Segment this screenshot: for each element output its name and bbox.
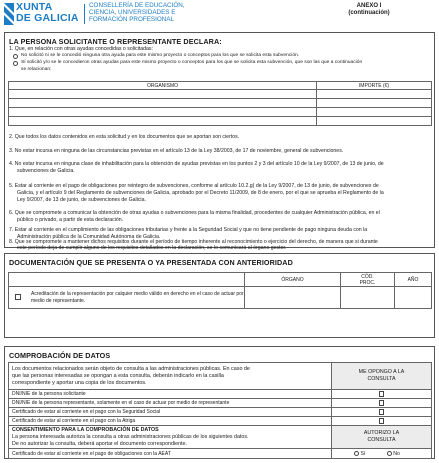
department-name: CONSELLERÍA DE EDUCACIÓN, CIENCIA, UNIVERSIDADES E FORMACIÓN PROFESIONAL	[89, 2, 185, 23]
oppose-dni-representative-checkbox[interactable]	[379, 400, 385, 406]
amount-cell[interactable]	[317, 99, 432, 108]
oppose-check-cell	[332, 417, 432, 426]
documentation-title: DOCUMENTACIÓN QUE SE PRESENTA O YA PRESENTADA CON ANTERIORIDAD	[9, 258, 293, 267]
declaration-item-7: 7. Estar al corriente en el cumplimiento de las obligaciones tributarias y frente a la Seguridad Social y que no tiene pendiente de pago ninguna deuda con la	[9, 227, 368, 233]
check-row-label: DNI/NIE de la persona solicitante	[9, 390, 332, 399]
amount-column-header: IMPORTE (€)	[317, 82, 432, 90]
amount-cell[interactable]	[317, 90, 432, 99]
oppose-column-header: ME OPONGO A LA CONSULTA	[332, 363, 432, 390]
check-row-label: Certificado de estar al corriente en el pago con la Seguridad Social	[9, 408, 332, 417]
organism-column-header: ORGANISMO	[9, 82, 317, 90]
aeat-no-label: No	[393, 451, 400, 458]
xunta-emblem-icon	[4, 3, 14, 25]
declaration-item-4-cont: subvenciones de Galicia.	[17, 168, 75, 174]
verification-intro: Los documentos relacionados serán objeto de consulta a las administraciones públicas. En caso de que las personas interesadas se opongan a esta consulta, deberán indicarlo en la casilla correspondiente y aportar una copia de los documentos.	[9, 363, 332, 390]
check-row-label: DNI/NIE de la persona representante, solamente en el caso de actuar por medio de representante	[9, 399, 332, 408]
declaration-item-6-cont: público o privado, a partir de esta declaración.	[17, 217, 124, 223]
declaration-item-5-cont2: Ley 9/2007, de 13 de junio, de subvenciones de Galicia.	[17, 197, 146, 203]
organism-cell[interactable]	[9, 117, 317, 126]
declaration-item-8: 8. Que se compromete a mantener dichos requisitos durante el período de tiempo inherente al reconocimiento o ejercicio del derecho, de manera que si durante	[9, 239, 378, 245]
declaration-item-5-cont: Galicia, y el artículo 9 del Reglamento de subvenciones de Galicia, aprobado por el Decreto 11/2009, de 8 de enero, por el que se aprueba el Reglamento de la	[17, 190, 384, 196]
declaration-item-8-cont: este período deja de cumplir alguno de los requisitos detallados en la declaración, se lo comunicará al órgano gestor.	[17, 245, 287, 251]
oppose-check-cell	[332, 390, 432, 399]
aeat-row-label: Certificado de estar al corriente en el pago de obligaciones con la AEAT	[9, 449, 332, 459]
page-header	[4, 2, 435, 28]
oppose-social-security-checkbox[interactable]	[379, 409, 385, 415]
code-column-header: CÓD. PROC.	[341, 273, 395, 287]
oppose-dni-applicant-checkbox[interactable]	[379, 391, 385, 397]
other-aid-label-cont: se relacionan:	[21, 67, 52, 72]
declaration-item-2: 2. Que todos los datos contenidos en esta solicitud y en los documentos que se aportan son ciertos.	[9, 134, 240, 140]
aeat-yes-radio[interactable]	[354, 451, 359, 456]
consent-intro: CONSENTIMIENTO PARA LA COMPROBACIÓN DE DATOS La persona interesada autoriza la consulta a otras administraciones públicas de los siguientes datos. De no autorizar la consulta, deberá aportar el documento correspondiente.	[9, 426, 332, 449]
verification-title: COMPROBACIÓN DE DATOS	[9, 351, 111, 360]
representation-document-cell: Acreditación de la representación por calquier medio válido en derecho en el caso de actuar por medio de representante.	[9, 287, 245, 309]
document-column	[9, 273, 245, 287]
organ-cell[interactable]	[245, 287, 341, 309]
aeat-choice-cell	[332, 449, 432, 459]
oppose-check-cell	[332, 408, 432, 417]
no-other-aid-label: No solicitó ni se le concedió ninguna otra ayuda para este mismo proyecto o conceptos para los que se solicita esta subvención.	[21, 53, 300, 58]
documentation-table	[8, 272, 432, 309]
organ-column-header: ÓRGANO	[245, 273, 341, 287]
oppose-check-cell	[332, 399, 432, 408]
amount-cell[interactable]	[317, 108, 432, 117]
annex-label: ANEXO I (continuación)	[348, 3, 390, 16]
other-aid-radio[interactable]	[13, 61, 18, 66]
amount-cell[interactable]	[317, 117, 432, 126]
representation-checkbox[interactable]	[15, 294, 21, 300]
declaration-item-4: 4. No estar incursa en ninguna clase de inhabilitación para la obtención de ayudas previstas en los puntos 2 y 3 del artículo 10 de la Ley 9/2007, de 13 de junio, de	[9, 161, 384, 167]
declaration-item-5: 5. Estar al corriente en el pago de obligaciones por reintegro de subvenciones, conforme al artículo 10.2.g) de la Ley 9/2007, de 13 de junio, de subvenciones de	[9, 183, 379, 189]
aeat-yes-label: Sí	[360, 451, 366, 458]
logo-divider	[84, 4, 85, 24]
aeat-no-radio[interactable]	[387, 451, 392, 456]
xunta-logo: XUNTA DE GALICIA	[16, 1, 79, 24]
organism-cell[interactable]	[9, 99, 317, 108]
organism-cell[interactable]	[9, 108, 317, 117]
declaration-item-6: 6. Que se compromete a comunicar la obtención de otras ayudas o subvenciones para la misma finalidad, procedentes de cualquier Administración pública, en el	[9, 210, 380, 216]
declaration-item-1: 1. Que, en relación con otras ayudas concedidas o solicitadas:	[9, 46, 153, 52]
other-aid-table	[8, 81, 432, 126]
no-other-aid-radio[interactable]	[13, 54, 18, 59]
authorize-column-header: AUTORIZO LA CONSULTA	[332, 426, 432, 449]
code-cell[interactable]	[341, 287, 395, 309]
declaration-title: LA PERSONA SOLICITANTE O REPRESENTANTE DECLARA:	[9, 37, 222, 46]
oppose-atriga-checkbox[interactable]	[379, 418, 385, 424]
year-column-header: AÑO	[395, 273, 432, 287]
declaration-item-7-cont: Administración pública de la Comunidad Autónoma de Galicia.	[17, 234, 161, 240]
verification-table	[8, 362, 432, 459]
check-row-label: Certificado de estar al corriente en el pago con la Atriga	[9, 417, 332, 426]
year-cell[interactable]	[395, 287, 432, 309]
organism-cell[interactable]	[9, 90, 317, 99]
declaration-item-3: 3. No estar incursa en ninguna de las circunstancias previstas en el artículo 13 de la Ley 38/2003, de 17 de noviembre, general de subvenciones.	[9, 148, 344, 154]
other-aid-label: Sí solicitó y/o se le concedieron otras ayudas para este mismo proyecto o conceptos para los que se solicita esta subvención, que son las que a continuación	[21, 60, 363, 65]
